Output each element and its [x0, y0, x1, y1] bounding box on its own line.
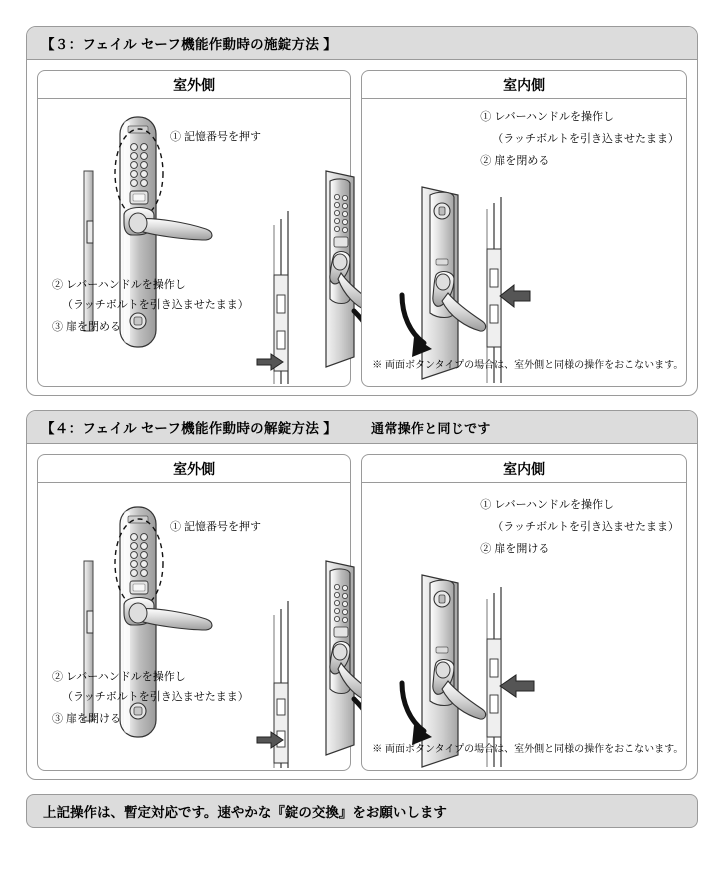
step-inside-unlock-1-sub: （ラッチボルトを引き込ませたまま） — [492, 521, 680, 533]
section-4-panes — [27, 444, 697, 779]
section-3-title: 【３：フェイル セーフ機能作動時の施錠方法 】 — [41, 37, 338, 52]
step-inside-2: ② 扉を閉める — [480, 155, 550, 167]
section-4-subtitle: 通常操作と同じです — [371, 420, 491, 436]
step-outside-1: ① 記憶番号を押す — [170, 131, 262, 143]
section-3-inside-title: 室内側 — [362, 71, 686, 99]
step-inside-unlock-1: ① レバーハンドルを操作し — [480, 499, 615, 511]
section-4-inside-body — [362, 483, 686, 770]
step-outside-unlock-1: ① 記憶番号を押す — [170, 521, 262, 533]
section-4-outside-title: 室外側 — [38, 455, 350, 483]
step-outside-unlock-2-sub: （ラッチボルトを引き込ませたまま） — [62, 691, 249, 703]
section-4-outside-pane — [37, 454, 351, 771]
section-3-outside-pane — [37, 70, 351, 387]
section-4-outside-body — [38, 483, 350, 770]
section-unlock-procedure — [26, 410, 698, 780]
section-4-title: 【４：フェイル セーフ機能作動時の解錠方法 】 — [41, 421, 338, 436]
section-3-header — [27, 27, 697, 60]
step-outside-2: ② レバーハンドルを操作し — [52, 279, 186, 291]
step-outside-unlock-3: ③ 扉を開ける — [52, 713, 122, 725]
section-3-panes — [27, 60, 697, 395]
section-3-inside-body — [362, 99, 686, 386]
step-outside-2-sub: （ラッチボルトを引き込ませたまま） — [62, 299, 249, 311]
footer-notice-text: 上記操作は、暫定対応です。速やかな『錠の交換』をお願いします — [43, 805, 447, 820]
section-3-outside-body — [38, 99, 350, 386]
step-outside-3: ③ 扉を閉める — [52, 321, 122, 333]
inside-unlock-footnote: ※ 両面ボタンタイプの場合は、室外側と同様の操作をおこないます。 — [372, 744, 684, 755]
inside-footnote: ※ 両面ボタンタイプの場合は、室外側と同様の操作をおこないます。 — [372, 360, 684, 371]
step-inside-unlock-2: ② 扉を開ける — [480, 543, 550, 555]
section-4-inside-title: 室内側 — [362, 455, 686, 483]
step-inside-1-sub: （ラッチボルトを引き込ませたまま） — [492, 133, 680, 145]
step-inside-1: ① レバーハンドルを操作し — [480, 111, 615, 123]
section-3-outside-title: 室外側 — [38, 71, 350, 99]
step-outside-unlock-2: ② レバーハンドルを操作し — [52, 671, 186, 683]
section-3-inside-pane — [361, 70, 687, 387]
section-4-inside-pane — [361, 454, 687, 771]
section-lock-procedure — [26, 26, 698, 396]
section-4-header — [27, 411, 697, 444]
footer-notice — [26, 794, 698, 828]
